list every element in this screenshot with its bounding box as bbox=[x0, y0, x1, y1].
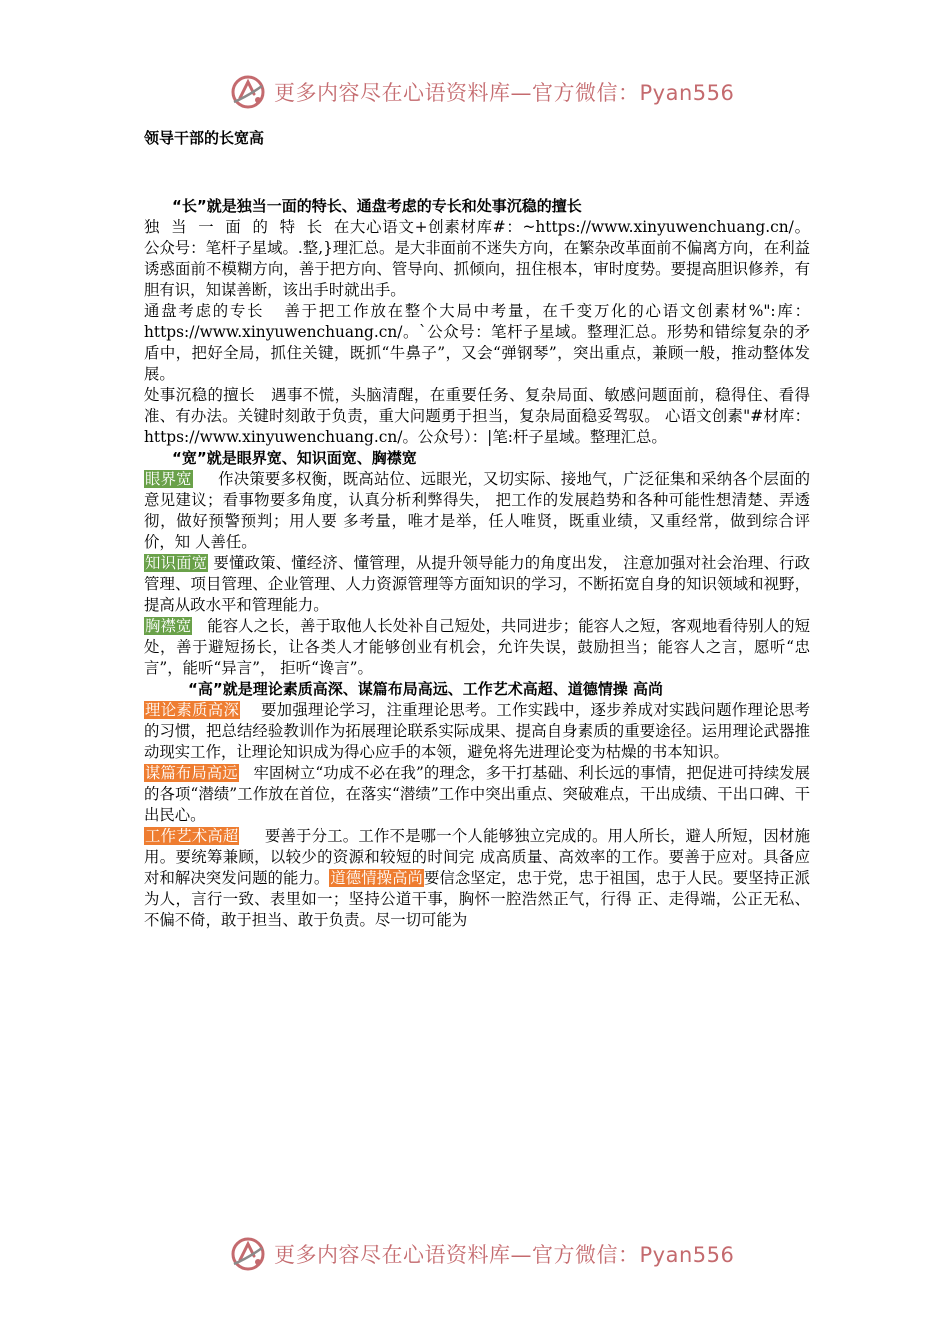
header-banner bbox=[228, 72, 735, 112]
section-heading-wide: “宽”就是眼界宽、知识面宽、胸襟宽 bbox=[172, 449, 417, 467]
paragraph-high-2: 谋篇布局高远 牢固树立“功成不必在我”的理念，多干打基础、利长远的事情，把促进可持续发展的各项“潜绩”工作放在首位，在落实“潜绩”工作中突出重点、突破难点，干出成绩、干出口碑、干出民心。 bbox=[144, 764, 810, 824]
label-work-art: 工作艺术高超 bbox=[145, 827, 239, 845]
document-body bbox=[144, 128, 810, 931]
paragraph-wide-1: 眼界宽 作决策要多权衡，既高站位、远眼光，又切实际、接地气，广泛征集和采纳各个层面的意见建议；看事物要多角度，认真分析利弊得失， 把工作的发展趋势和各种可能性想清楚、弄透彻，做好预警预判；用人要 多考量，唯才是举，任人唯贤，既重业绩，又重经常，做到综合评价，知 人善任。 bbox=[144, 470, 810, 551]
paragraph-long-3: 处事沉稳的擅长 遇事不慌，头脑清醒，在重要任务、复杂局面、敏感问题面前，稳得住、看得准、有办法。关键时刻敢于负责，重大问题勇于担当，复杂局面稳妥驾驭。 心语文创素"#材库：https://www.xinyuwenchuang.cn/。公众号）：|笔:杆子星域。整理汇总。 bbox=[144, 386, 810, 446]
section-heading-high: “高”就是理论素质高深、谋篇布局高远、工作艺术高超、道德情操 高尚 bbox=[188, 680, 663, 698]
label-theory: 理论素质高深 bbox=[145, 701, 240, 719]
paragraph-high-1: 理论素质高深 要加强理论学习，注重理论思考。工作实践中，逐步养成对实践问题作理论思考的习惯，把总结经验教训作为拓展理论联系实际成果、提高自身素质的重要途径。运用理论武器推动现实工作，让理论知识成为得心应手的本领，避免将先进理论变为枯燥的书本知识。 bbox=[144, 701, 810, 761]
document-title: 领导干部的长宽高 bbox=[144, 129, 265, 147]
section-heading-long: “长”就是独当一面的特长、通盘考虑的专长和处事沉稳的擅长 bbox=[172, 197, 582, 215]
paragraph-high-3: 工作艺术高超 要善于分工。工作不是哪一个人能够独立完成的。用人所长，避人所短，因材施用。要统筹兼顾，以较少的资源和较短的时间完 成高质量、高效率的工作。要善于应对。具备应对和解决突发问题的能力。道德情操高尚要信念坚定，忠于党，忠于祖国，忠于人民。要坚持正派为人，言行一致、表里如一；坚持公道干事，胸怀一腔浩然正气，行得 正、走得端，公正无私、不偏不倚，敢于担当、敢于负责。尽一切可能为 bbox=[144, 827, 810, 929]
paragraph-wide-2: 知识面宽 要懂政策、懂经济、懂管理，从提升领导能力的角度出发， 注意加强对社会治理、行政管理、项目管理、企业管理、人力资源管理等方面知识的学习，不断拓宽自身的知识领域和视野，提高从政水平和管理能力。 bbox=[144, 554, 810, 614]
label-planning: 谋篇布局高远 bbox=[145, 764, 238, 782]
lead-steady-handling: 处事沉稳的擅长 bbox=[144, 386, 256, 404]
logo-icon bbox=[228, 72, 268, 112]
footer-banner bbox=[228, 1234, 735, 1274]
logo-icon bbox=[228, 1234, 268, 1274]
label-broad-knowledge: 知识面宽 bbox=[145, 554, 208, 572]
lead-overall-planning: 通盘考虑的专长 bbox=[144, 302, 265, 320]
banner-text: 更多内容尽在心语资料库—官方微信：Pyan556 bbox=[274, 81, 735, 105]
label-broad-vision: 眼界宽 bbox=[145, 470, 192, 488]
lead-independent-strength: 独当一面的特长 bbox=[144, 218, 334, 236]
paragraph-long-1: 独当一面的特长在大心语文+创素材库#：~https://www.xinyuwenchuang.cn/。公众号：笔杆子星域。.整,}理汇总。是大非面前不迷失方向，在繁杂改革面前不偏离方向，在利益诱惑面前不模糊方向，善于把方向、管导向、抓倾向，扭住根本，审时度势。要提高胆识修养，有胆有识，知谋善断，该出手时就出手。 bbox=[144, 218, 810, 299]
paragraph-wide-3: 胸襟宽 能容人之长，善于取他人长处补自己短处，共同进步；能容人之短，客观地看待别人的短处，善于避短扬长，让各类人才能够创业有机会，允许失误，鼓励担当；能容人之言，愿听“忠言”，能听“异言”， 拒听“谗言”。 bbox=[144, 617, 810, 677]
label-broad-mind: 胸襟宽 bbox=[145, 617, 192, 635]
paragraph-long-2: 通盘考虑的专长 善于把工作放在整个大局中考量，在千变万化的心语文创素材%":库：https://www.xinyuwenchuang.cn/。`公众号：笔杆子星域。整理汇总。形势和错综复杂的矛盾中，把好全局，抓住关键，既抓“牛鼻子”，又会“弹钢琴”，突出重点，兼顾一般，推动整体发展。 bbox=[144, 302, 810, 383]
banner-text: 更多内容尽在心语资料库—官方微信：Pyan556 bbox=[274, 1243, 735, 1267]
label-morality: 道德情操高尚 bbox=[330, 869, 423, 887]
